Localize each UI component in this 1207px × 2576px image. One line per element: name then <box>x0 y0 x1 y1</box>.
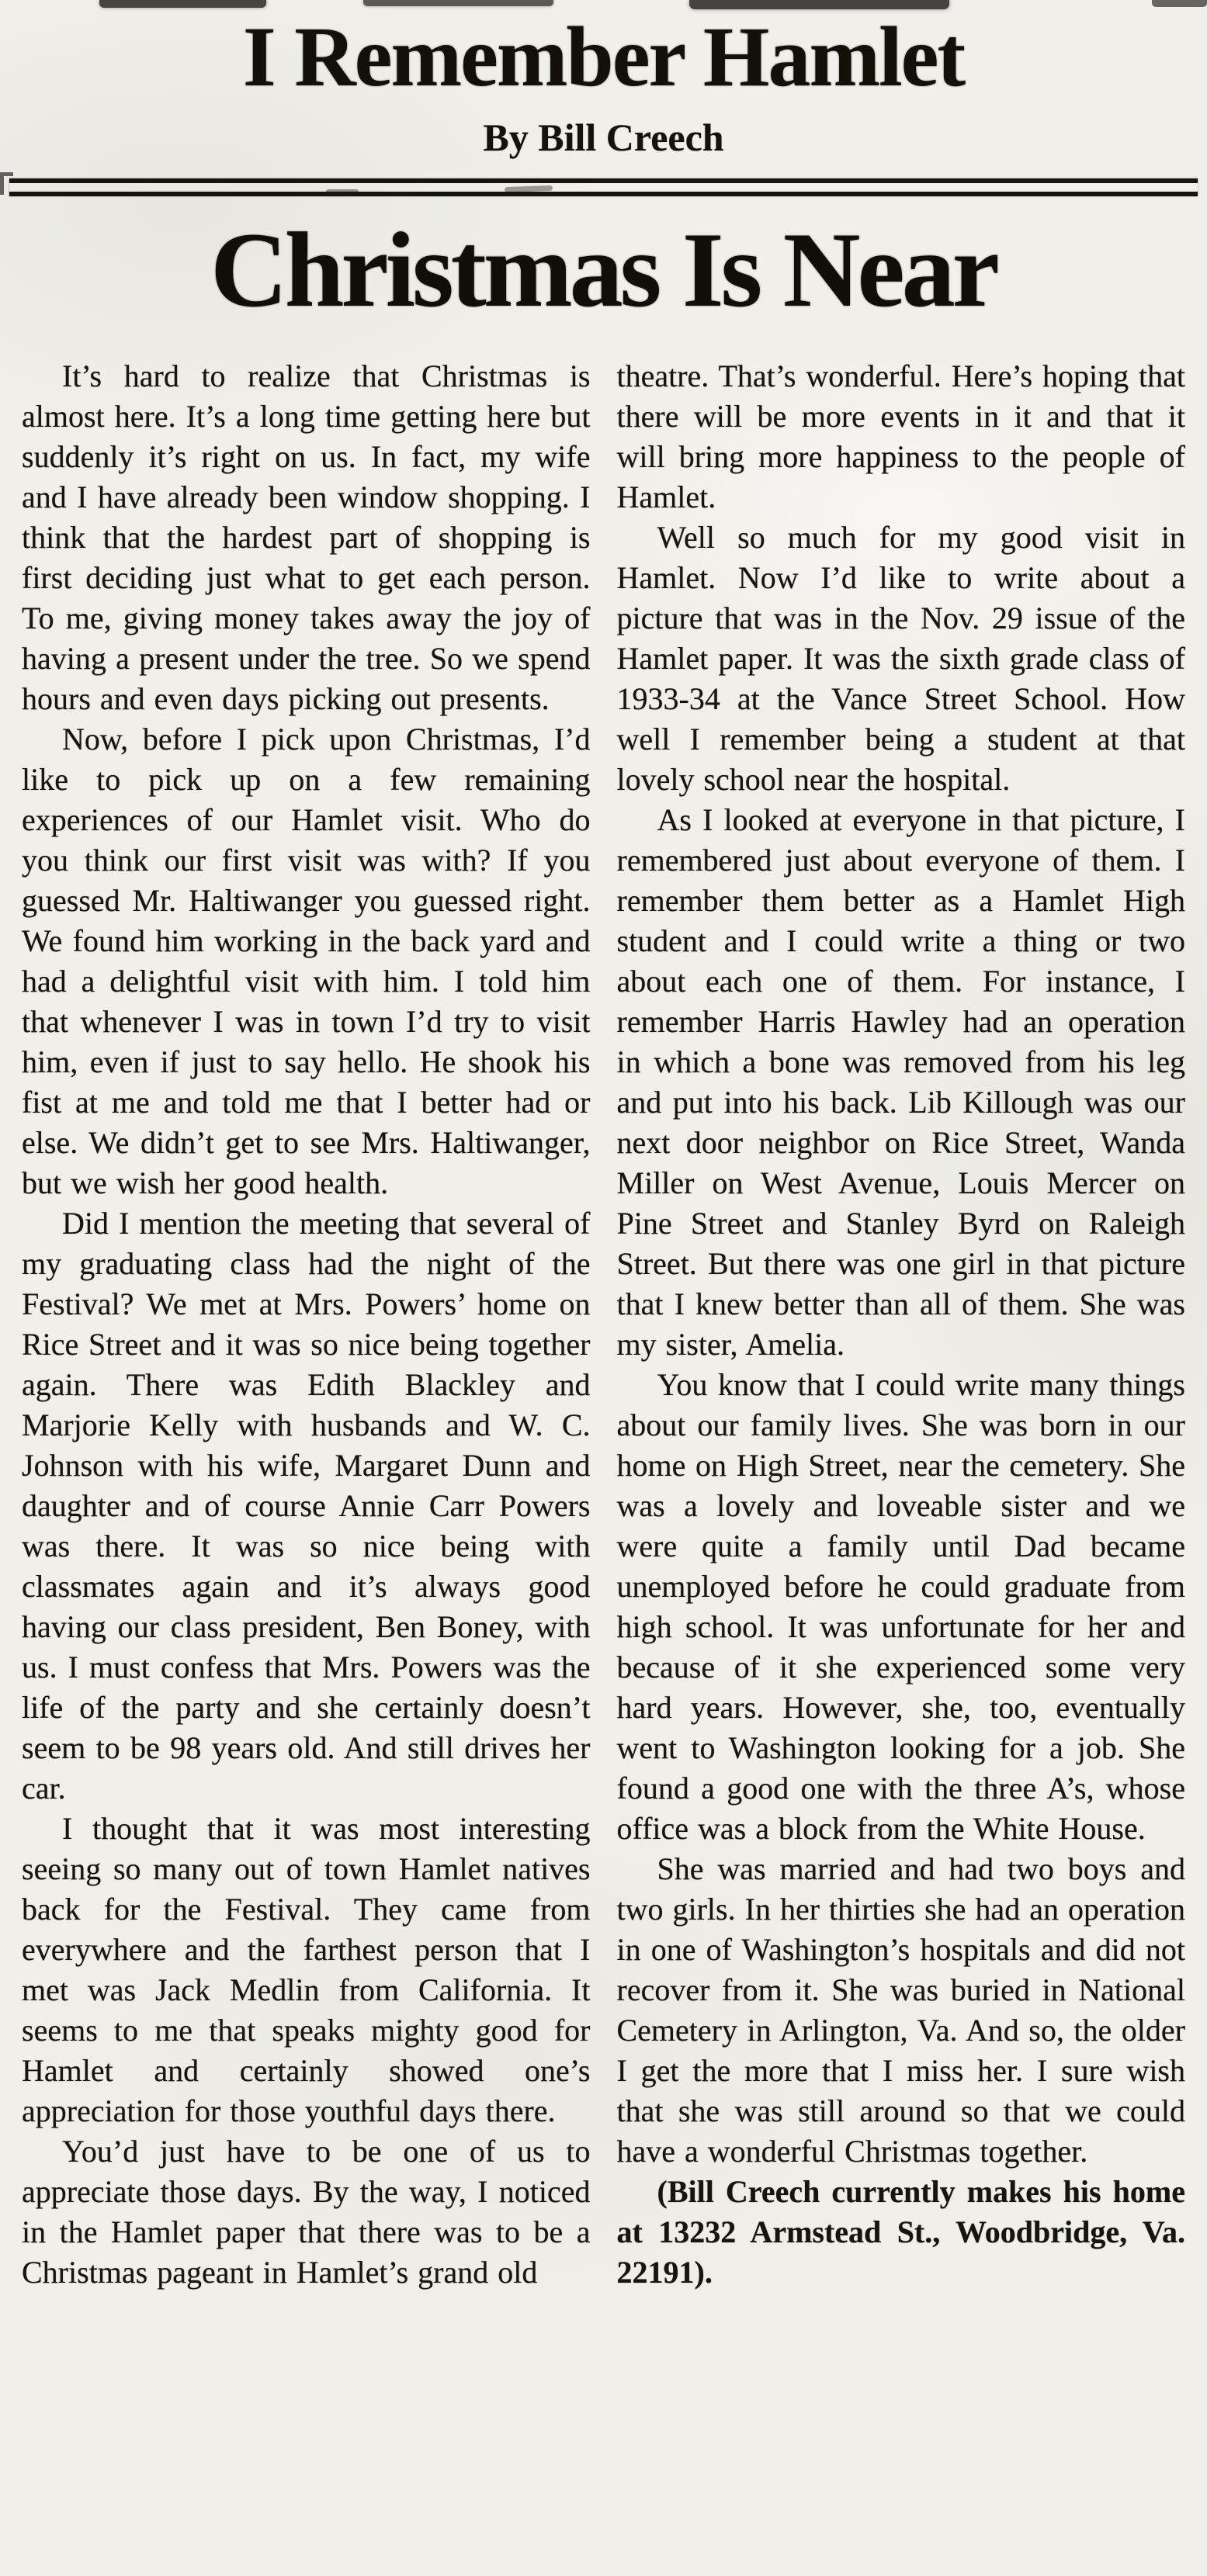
paragraph-right-2: Well so much for my good visit in Hamlet. Now I’d like to write about a picture that was in the Nov. 29 issue of the Hamlet paper. It was the sixth grade class of 1933-34 at the Vance Street School. How well I remember being a student at that lovely school near the hospital. <box>616 519 1185 797</box>
paragraph-left-3: Did I mention the meeting that several of my graduating class had the night of the Festival? We met at Mrs. Powers’ home on Rice Street and it was so nice being together again. There was Edith Blackley and Marjorie Kelly with husbands and W. C. Johnson with his wife, Margaret Dunn and daughter and of course Annie Carr Powers was there. It was so nice being with classmates again and it’s always good having our class president, Ben Boney, with us. I must confess that Mrs. Powers was the life of the party and she certainly doesn’t seem to be 98 years old. And still drives her car. <box>22 1205 591 1806</box>
paragraph-right-1: theatre. That’s wonderful. Here’s hoping that there will be more events in it and that it will bring more happiness to the people of Hamlet. <box>616 358 1185 514</box>
byline: By Bill Creech <box>483 115 724 159</box>
paragraph-left-1: It’s hard to realize that Christmas is almost here. It’s a long time getting here but suddenly it’s right on us. In fact, my wife and I have already been window shopping. I think that the hardest part of shopping is first deciding just what to get each person. To me, giving money takes away the joy of having a present under the tree. So we spend hours and even days picking out presents. <box>22 358 591 716</box>
paragraph-left-2: Now, before I pick upon Christmas, I’d like to pick up on a few remaining experiences of our Hamlet visit. Who do you think our first visit was with? If you guessed Mr. Haltiwanger you guessed right. We found him working in the back yard and had a delightful visit with him. I told him that whenever I was in town I’d try to visit him, even if just to say hello. He shook his fist at me and told me that I better had or else. We didn’t get to see Mrs. Haltiwanger, but we wish her good health. <box>22 721 591 1200</box>
paragraph-left-5: You’d just have to be one of us to appreciate those days. By the way, I noticed in the Hamlet paper that there was to be a Christmas pageant in Hamlet’s grand old <box>22 2133 591 2290</box>
column-left <box>22 356 591 2293</box>
article-body <box>0 356 1207 2293</box>
column-right <box>617 356 1186 2293</box>
column-title: I Remember Hamlet <box>242 9 965 104</box>
author-note: (Bill Creech currently makes his home at 13232 Armstead St., Woodbridge, Va. 22191). <box>616 2173 1185 2290</box>
paragraph-right-4: You know that I could write many things about our family lives. She was born in our home on High Street, near the cemetery. She was a lovely and loveable sister and we were quite a family until Dad became unemployed before he could graduate from high school. It was unfortunate for her and because of it she experienced some very hard years. However, she, too, eventually went to Washington looking for a job. She found a good one with the three A’s, whose office was a block from the White House. <box>616 1366 1185 1846</box>
paragraph-right-5: She was married and had two boys and two girls. In her thirties she had an operation in one of Washington’s hospitals and did not recover from it. She was buried in National Cemetery in Arlington, Va. And so, the older I get the more that I miss her. I sure wish that she was still around so that we could have a wonderful Christmas together. <box>616 1851 1185 2169</box>
masthead <box>0 0 1207 160</box>
headline: Christmas Is Near <box>210 209 997 329</box>
paragraph-right-3: As I looked at everyone in that picture, I remembered just about everyone of them. I remember them better as a Hamlet High student and I could write a thing or two about each one of them. For instance, I remember Harris Hawley had an operation in which a bone was removed from his leg and put into his back. Lib Killough was our next door neighbor on Rice Street, Wanda Miller on West Avenue, Louis Mercer on Pine Street and Stanley Byrd on Raleigh Street. But there was one girl in that picture that I knew better than all of them. She was my sister, Amelia. <box>616 802 1185 1362</box>
double-rule-divider <box>9 178 1198 196</box>
paragraph-left-4: I thought that it was most interesting seeing so many out of town Hamlet natives back for the Festival. They came from everywhere and the farthest person that I met was Jack Medlin from California. It seems to me that speaks mighty good for Hamlet and certainly showed one’s appreciation for those youthful days there. <box>22 1810 591 2128</box>
